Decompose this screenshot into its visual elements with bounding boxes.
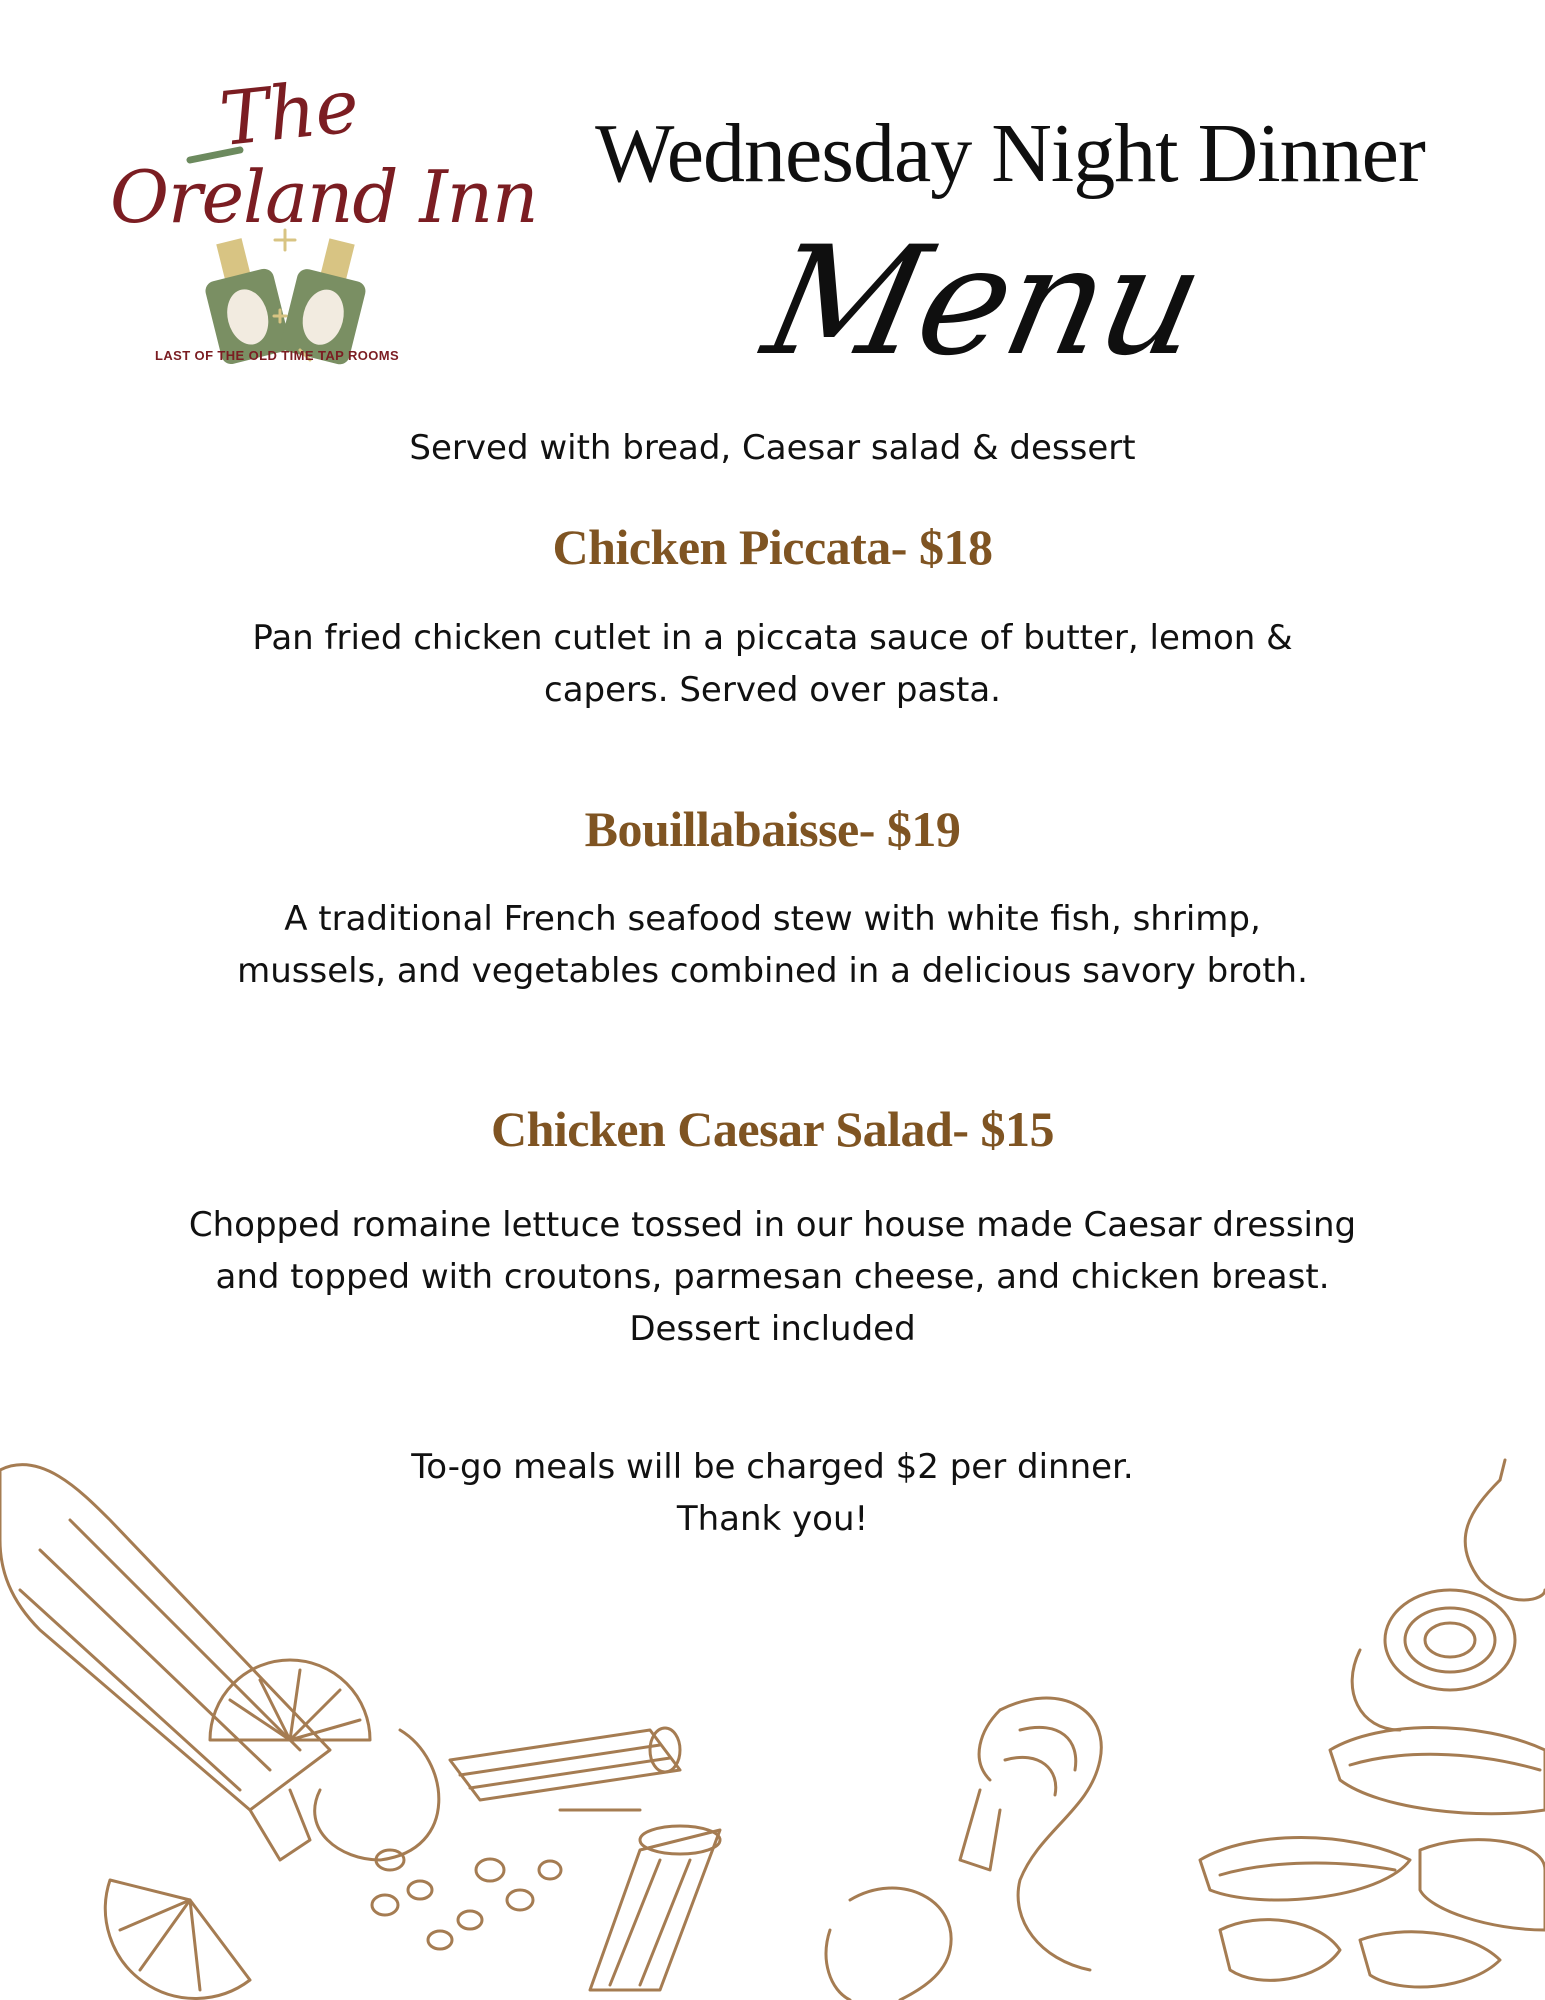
beans-icon bbox=[372, 1850, 561, 1949]
logo-name: Oreland Inn bbox=[110, 155, 538, 239]
food-sketch-illustration bbox=[0, 1430, 1545, 2000]
logo-tagline: LAST OF THE OLD TIME TAP ROOMS bbox=[155, 348, 400, 363]
logo-the: The bbox=[215, 63, 362, 163]
dish-title: Chicken Piccata- $18 bbox=[552, 519, 993, 575]
oreland-inn-logo bbox=[100, 60, 538, 380]
mussels-icon bbox=[1200, 1728, 1545, 1988]
page-title: Wednesday Night Dinner bbox=[595, 107, 1425, 200]
cutting-board-icon bbox=[0, 1465, 330, 1860]
dish-description-line: Chopped romaine lettuce tossed in our house made Caesar dressing bbox=[188, 1205, 1357, 1245]
dish-description-line: Dessert included bbox=[629, 1309, 916, 1349]
dish-title: Chicken Caesar Salad- $15 bbox=[490, 1101, 1054, 1157]
lemon-slice-icon bbox=[105, 1660, 438, 1998]
dish-description-line: Pan fried chicken cutlet in a piccata sauce of butter, lemon & bbox=[252, 618, 1293, 658]
to-go-note: To-go meals will be charged $2 per dinner. bbox=[411, 1447, 1134, 1487]
onion-icon bbox=[1352, 1460, 1545, 1730]
thank-you-note: Thank you! bbox=[676, 1499, 869, 1539]
menu-subtitle: Served with bread, Caesar salad & dessert bbox=[409, 428, 1136, 468]
dish-description-line: capers. Served over pasta. bbox=[544, 670, 1001, 710]
dish-description-line: and topped with croutons, parmesan cheese, and chicken breast. bbox=[215, 1257, 1330, 1297]
dish-description-line: A traditional French seafood stew with white fish, shrimp, bbox=[284, 899, 1261, 939]
shrimp-icon bbox=[826, 1698, 1101, 2000]
dish-description-line: mussels, and vegetables combined in a delicious savory broth. bbox=[237, 951, 1308, 991]
menu-script-title: Menu bbox=[751, 215, 1217, 389]
dish-title: Bouillabaisse- $19 bbox=[584, 801, 961, 857]
